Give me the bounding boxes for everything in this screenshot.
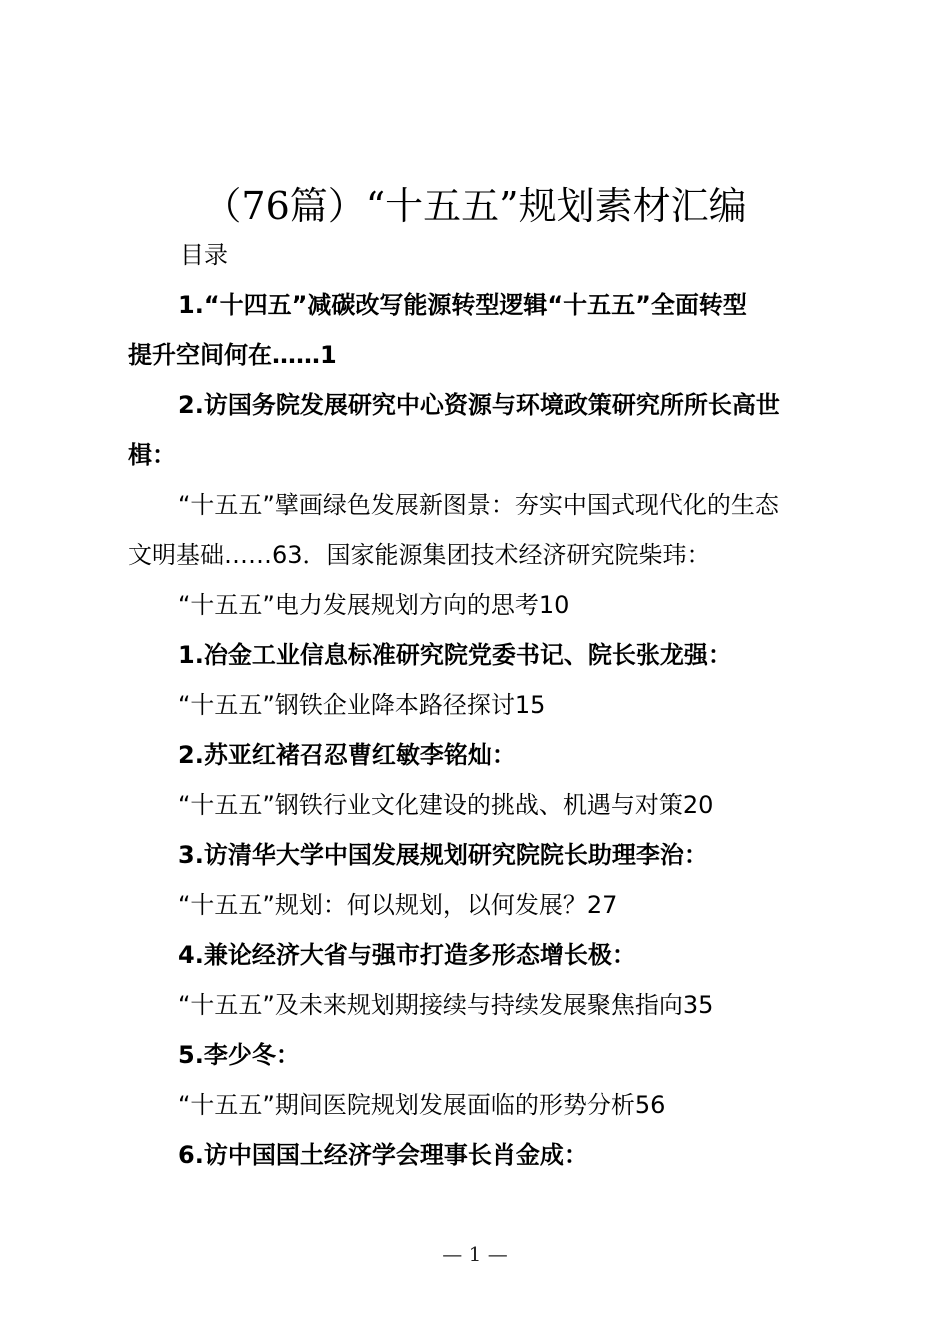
toc-entry-8: 5.李少冬： (178, 1041, 300, 1069)
toc-entry-2: 2.访国务院发展研究中心资源与环境政策研究所所长高世 (178, 391, 780, 419)
toc-entry-5-sub: “十五五”钢铁行业文化建设的挑战、机遇与对策20 (178, 791, 714, 819)
toc-entry-3-sub: “十五五”电力发展规划方向的思考10 (178, 591, 570, 619)
toc-entry-9: 6.访中国国土经济学会理事长肖金成： (178, 1141, 588, 1169)
toc-entry-4-sub: “十五五”钢铁企业降本路径探讨15 (178, 691, 546, 719)
toc-entry-7: 4.兼论经济大省与强市打造多形态增长极： (178, 941, 636, 969)
toc-entry-7-sub: “十五五”及未来规划期接续与持续发展聚焦指向35 (178, 991, 714, 1019)
toc-entry-2-cont: 楫： (128, 441, 176, 469)
document-title: （76篇）“十五五”规划素材汇编 (203, 184, 747, 228)
toc-entry-8-sub: “十五五”期间医院规划发展面临的形势分析56 (178, 1091, 666, 1119)
toc-entry-1: 1.“十四五”减碳改写能源转型逻辑“十五五”全面转型 (178, 291, 747, 319)
toc-entry-5: 2.苏亚红褚召忍曹红敏李铭灿： (178, 741, 516, 769)
page-number: — 1 — (442, 1242, 508, 1266)
toc-entry-4: 1.冶金工业信息标准研究院党委书记、院长张龙强： (178, 641, 732, 669)
toc-entry-2-sub-cont: 文明基础……63．国家能源集团技术经济研究院柴玮： (128, 541, 711, 569)
toc-heading: 目录 (180, 241, 228, 269)
toc-entry-6: 3.访清华大学中国发展规划研究院院长助理李治： (178, 841, 708, 869)
toc-entry-2-sub: “十五五”擘画绿色发展新图景：夯实中国式现代化的生态 (178, 491, 779, 519)
toc-entry-1-cont: 提升空间何在……1 (128, 341, 337, 369)
toc-entry-6-sub: “十五五”规划：何以规划，以何发展？27 (178, 891, 618, 919)
